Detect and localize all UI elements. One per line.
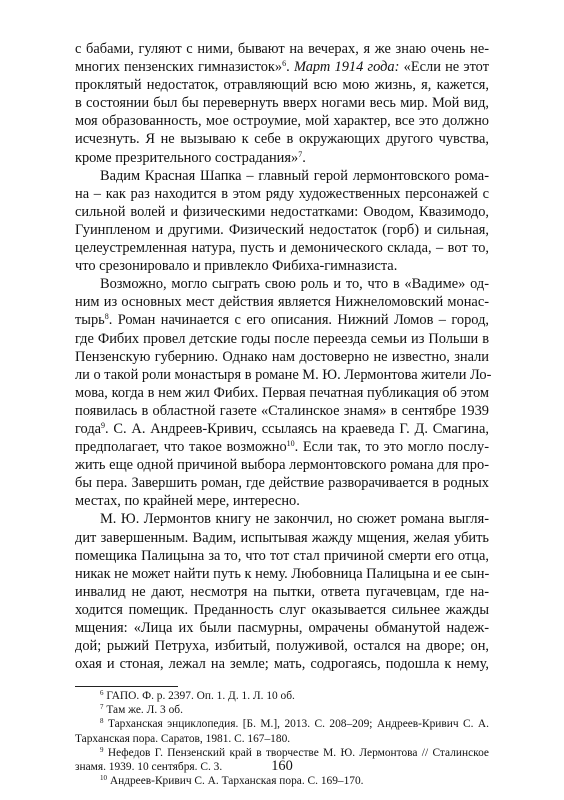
body-text xyxy=(75,40,492,673)
footnote-line xyxy=(75,703,489,717)
text-line xyxy=(75,330,489,348)
footnote-line xyxy=(75,774,489,788)
text-line xyxy=(75,76,489,94)
text-run: сильной волей и физическими недостатками: Оводом, Квазимодо, xyxy=(75,203,489,220)
page-number: 160 xyxy=(271,758,293,774)
text-run: ходится помещик. Преданность слуг оказывается сильнее жажды xyxy=(75,601,489,618)
text-line xyxy=(75,384,489,402)
text-run: кроме презрительного сострадания» xyxy=(75,149,299,166)
text-line xyxy=(75,203,489,221)
text-run: . Роман начинается с его описания. Нижний Ломов – город, xyxy=(108,312,489,329)
footnote-line xyxy=(75,717,489,731)
footnote-text: Тарханская пора. Саратов, 1981. С. 167–180. xyxy=(75,732,291,745)
text-line xyxy=(75,167,489,185)
footnote xyxy=(75,717,489,745)
text-run: мщения: «Лица их были пасмурны, омрачены обманутой надеж- xyxy=(75,620,489,636)
footnote-number: 8 xyxy=(100,717,104,726)
text-line xyxy=(75,275,489,293)
text-line xyxy=(75,366,492,384)
footnote xyxy=(75,689,489,703)
footnote-number: 6 xyxy=(100,689,104,697)
text-run: Пензенскую губернию. Однако нам достоверно не известно, знали xyxy=(75,348,489,365)
paragraph xyxy=(75,40,489,167)
text-line xyxy=(75,438,489,456)
text-run: что срезонировало и привлекло Фибиха-гимназиста. xyxy=(75,258,398,275)
text-run: тырь xyxy=(75,312,105,329)
footnote-text: Тарханская энциклопедия. [Б. М.], 2013. С. 208–209; Андреев-Кривич С. А. xyxy=(107,718,489,731)
footnote-line xyxy=(75,732,489,746)
text-run: инвалид не дают, несмотря на пытки, ответа пугачевцам, где на- xyxy=(75,583,489,600)
text-line xyxy=(75,40,489,58)
text-run: «Если не этот xyxy=(399,59,489,76)
text-run: жить еще одной причиной выбора лермонтовского романа для про- xyxy=(75,457,489,474)
text-line xyxy=(75,293,489,311)
text-run: дит завершенным. Вадим, испытывая жажду мщения, желая убить xyxy=(75,529,489,546)
footnote-line xyxy=(75,689,489,703)
footnote-text: Андреев-Кривич С. А. Тарханская пора. С. 169–170. xyxy=(109,775,364,788)
text-line xyxy=(75,547,489,565)
text-run: ли о такой роли монастыря в романе М. Ю. Лермонтова жители Ло- xyxy=(75,366,492,383)
text-line xyxy=(75,221,489,239)
text-line xyxy=(75,492,489,510)
text-line xyxy=(75,239,489,257)
text-line xyxy=(75,529,489,547)
footnote-separator xyxy=(75,686,178,687)
text-line xyxy=(75,456,489,474)
footnote-ref: 6 xyxy=(282,59,287,69)
text-run: . С. А. Андреев-Кривич, ссылаясь на краеведа Г. Д. Смагина, xyxy=(105,420,489,437)
text-run: с бабами, гуляют с ними, бывают на вечерах, я же знаю очень не- xyxy=(75,41,489,57)
footnote-number: 7 xyxy=(100,703,104,712)
text-run: помещика Палицына за то, что тот стал причиной смерти его отца, xyxy=(75,547,489,564)
text-run: моя образованность, мое остроумие, мой характер, все это должно xyxy=(75,113,489,130)
text-line xyxy=(75,58,489,76)
text-run: . Если так, то это могло послу- xyxy=(294,439,489,456)
text-run: многих пензенских гимназисток» xyxy=(75,59,283,76)
text-run: на – как раз находится в этом ряду художественных персонажей с xyxy=(75,185,489,202)
footnote-ref: 9 xyxy=(101,420,106,430)
text-run: исчезнуть. Я не вызываю к себе в окружающих другого чувства, xyxy=(75,131,489,148)
text-run: мова, когда в нем жил Фибих. Первая печатная публикация об этом xyxy=(75,384,489,401)
paragraph xyxy=(75,510,489,673)
text-line xyxy=(75,348,489,366)
footnote-ref: 7 xyxy=(298,149,303,159)
text-line xyxy=(75,185,489,203)
text-run: Гуинпленом и другими. Физический недостаток (горб) и сильная, xyxy=(75,221,489,238)
text-run: местах, по крайней мере, интересно. xyxy=(75,493,300,510)
footnote xyxy=(75,703,489,717)
text-line xyxy=(75,583,489,601)
footnote-text: Нефедов Г. Пензенский край в творчестве М. Ю. Лермонтова // Сталинское xyxy=(107,746,489,759)
text-line xyxy=(75,257,489,275)
text-line xyxy=(75,112,489,130)
text-run: никак не может найти путь к нему. Любовница Палицына и ее сын- xyxy=(75,565,490,582)
text-line xyxy=(75,655,489,673)
footnote-text: ГАПО. Ф. р. 2397. Оп. 1. Д. 1. Л. 10 об. xyxy=(106,690,295,702)
text-run: ним из основных мест действия является Нижнеломовский монас- xyxy=(75,294,489,311)
text-run: . xyxy=(302,149,306,166)
text-line xyxy=(75,619,489,637)
text-line xyxy=(75,420,489,438)
text-line xyxy=(75,510,489,528)
text-run: М. Ю. Лермонтов книгу не закончил, но сюжет романа выгля- xyxy=(100,511,489,528)
text-line xyxy=(75,474,489,492)
text-run: предполагает, что такое возможно xyxy=(75,439,287,456)
text-run: охая и стоная, лежал на земле; мать, содрогаясь, подошла к нему, xyxy=(75,656,489,673)
text-line xyxy=(75,565,489,583)
italic-text: Март 1914 года: xyxy=(293,59,400,76)
text-run: целеустремленная натура, пусть и демонического склада, – вот то, xyxy=(75,240,489,257)
text-run: . xyxy=(286,59,294,76)
text-run: дой; рыжий Петруха, избитый, полуживой, остался на дворе; он, xyxy=(75,638,489,655)
text-line xyxy=(75,94,489,112)
text-run: бы пера. Завершить роман, где действие разворачивается в родных xyxy=(75,475,489,492)
footnote-ref: 8 xyxy=(104,312,109,322)
text-run: где Фибих провел детские годы после переезда семьи из Польши в xyxy=(75,330,489,347)
text-line xyxy=(75,601,489,619)
text-line xyxy=(75,402,489,420)
text-run: проклятый недостаток, отравляющий всю мою жизнь, я, кажется, xyxy=(75,77,489,94)
footnote-text: знамя. 1939. 10 сентября. С. 3. xyxy=(75,760,223,773)
footnote-number: 9 xyxy=(100,745,104,754)
footnote-text: Там же. Л. 3 об. xyxy=(106,704,183,717)
text-run: Вадим Красная Шапка – главный герой лермонтовского рома- xyxy=(100,167,489,184)
text-line xyxy=(75,311,489,329)
paragraph xyxy=(75,275,492,510)
footnote-ref: 10 xyxy=(286,439,295,449)
footnote xyxy=(75,774,489,788)
text-line xyxy=(75,149,489,167)
paragraph xyxy=(75,167,489,276)
text-run: в состоянии был бы перевернуть вверх ногами весь мир. Мой вид, xyxy=(75,95,489,112)
text-line xyxy=(75,637,489,655)
footnote-number: 10 xyxy=(100,774,107,783)
text-run: появилась в областной газете «Сталинское знамя» в сентябре 1939 xyxy=(75,402,489,419)
text-run: года xyxy=(75,420,102,437)
text-run: Возможно, могло сыграть свою роль и то, что в «Вадиме» од- xyxy=(100,276,489,293)
text-line xyxy=(75,130,489,148)
